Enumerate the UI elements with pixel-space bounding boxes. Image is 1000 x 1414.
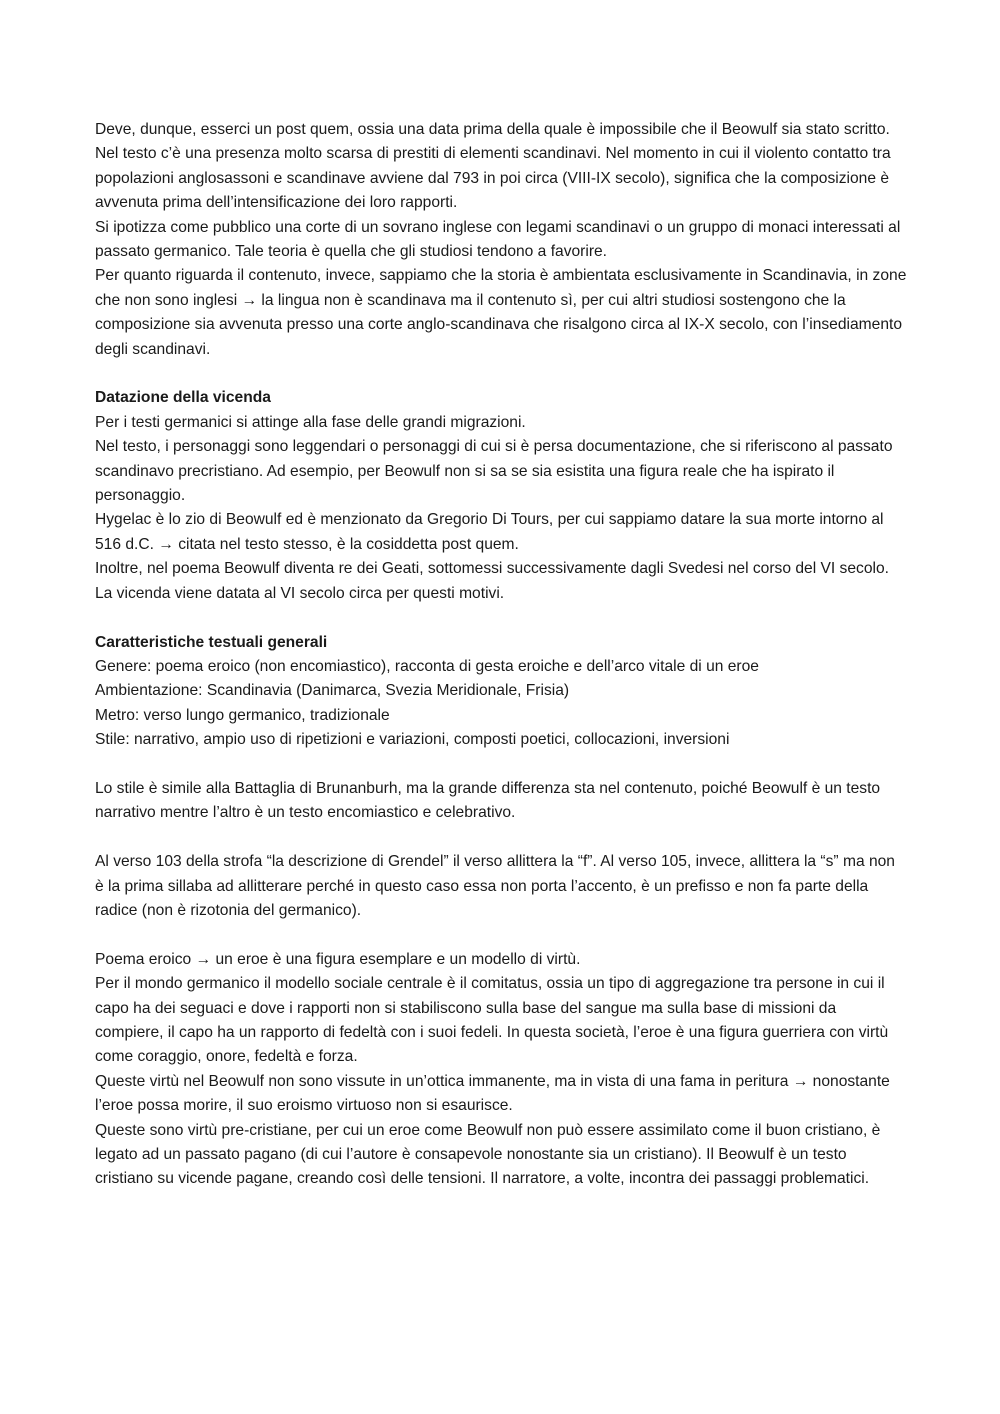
paragraph-comitatus: Per il mondo germanico il modello sociale centrale è il comitatus, ossia un tipo di aggregazione tra persone in cui il capo ha dei seguaci e dove i rapporti non si stabiliscono sulla base del sangue ma sulla base di missioni da compiere, il capo ha un rapporto di fedeltà con i suoi fedeli. In questa società, l’eroe è una figura guerriera con virtù come coraggio, onore, fedeltà e forza.: [95, 975, 889, 1066]
paragraph-virtues: Queste virtù nel Beowulf non sono vissute in un’ottica immanente, ma in vista di una fama in peritura → nonostante l’eroe possa morire, il suo eroismo virtuoso non si esaurisce.: [95, 1072, 890, 1115]
section-caratteristiche-testuali: [95, 631, 907, 753]
paragraph-poema-eroico: Poema eroico → un eroe è una figura esemplare e un modello di virtù.: [95, 950, 581, 968]
heading-caratteristiche-testuali: Caratteristiche testuali generali: [95, 633, 328, 651]
paragraph-post-quem: Deve, dunque, esserci un post quem, ossia una data prima della quale è impossibile che il Beowulf sia stato scritto.: [95, 121, 890, 138]
blank-line: [95, 606, 907, 630]
paragraph-metro: Metro: verso lungo germanico, tradizionale: [95, 706, 390, 724]
section-dating-intro: [95, 118, 907, 362]
paragraph-alliteration: Al verso 103 della strofa “la descrizione di Grendel” il verso allittera la “f”. Al verso 105, invece, allittera la “s” ma non è la prima sillaba ad allitterare perché in questo caso essa non porta l’accento, è un prefisso e non fa parte della radice (non è rizotonia del germanico).: [95, 853, 895, 919]
paragraph-genere: Genere: poema eroico (non encomiastico), racconta di gesta eroiche e dell’arco vitale di un eroe: [95, 657, 759, 675]
blank-line: [95, 753, 907, 777]
paragraph-audience: Si ipotizza come pubblico una corte di un sovrano inglese con legami scandinavi o un gruppo di monaci interessati al passato germanico. Tale teoria è quella che gli studiosi tendono a favorire.: [95, 218, 901, 261]
paragraph-legendary-characters: Nel testo, i personaggi sono leggendari o personaggi di cui si è persa documentazione, che si riferiscono al passato scandinavo precristiano. Ad esempio, per Beowulf non si sa se sia esistita una figura reale che ha ispirato il personaggio.: [95, 438, 893, 505]
section-brunanburh: [95, 777, 907, 826]
blank-line: [95, 362, 907, 386]
blank-line: [95, 923, 907, 947]
heading-datazione-vicenda: Datazione della vicenda: [95, 389, 271, 407]
paragraph-sixth-century: La vicenda viene datata al VI secolo circa per questi motivi.: [95, 584, 505, 602]
blank-line: [95, 826, 907, 850]
paragraph-scandinavian-loans: Nel testo c’è una presenza molto scarsa di prestiti di elementi scandinavi. Nel momento in cui il violento contatto tra popolazioni anglosassoni e scandinave avviene dal 793 in poi circa (VIII-IX secolo), significa che la composizione è avvenuta prima dell’intensificazione dei loro rapporti.: [95, 145, 891, 212]
section-alliteration: [95, 850, 907, 923]
paragraph-migrations: Per i testi germanici si attinge alla fase delle grandi migrazioni.: [95, 413, 526, 431]
paragraph-stile: Stile: narrativo, ampio uso di ripetizioni e variazioni, composti poetici, collocazioni, inversioni: [95, 731, 730, 749]
paragraph-pre-christian: Queste sono virtù pre-cristiane, per cui un eroe come Beowulf non può essere assimilato come il buon cristiano, è legato ad un passato pagano (di cui l’autore è consapevole nonostante sia un cristiano). Il Beowulf è un testo cristiano su vicende pagane, creando così delle tensioni. Il narratore, a volte, incontra dei passaggi problematici.: [95, 1121, 881, 1188]
paragraph-content-setting: Per quanto riguarda il contenuto, invece, sappiamo che la storia è ambientata esclusivamente in Scandinavia, in zone che non sono inglesi → la lingua non è scandinava ma il contenuto sì, per cui altri studiosi sostengono che la composizione sia avvenuta presso una corte anglo-scandinava che risalgono circa al IX-X secolo, con l’insediamento degli scandinavi.: [95, 267, 907, 358]
section-poema-eroico: [95, 948, 907, 1192]
document-page: [95, 118, 907, 1192]
section-datazione-vicenda: [95, 386, 907, 606]
paragraph-ambientazione: Ambientazione: Scandinavia (Danimarca, Svezia Meridionale, Frisia): [95, 682, 570, 700]
paragraph-brunanburh: Lo stile è simile alla Battaglia di Brunanburh, ma la grande differenza sta nel contenuto, poiché Beowulf è un testo narrativo mentre l’altro è un testo encomiastico e celebrativo.: [95, 779, 881, 822]
paragraph-hygelac: Hygelac è lo zio di Beowulf ed è menzionato da Gregorio Di Tours, per cui sappiamo datare la sua morte intorno al 516 d.C. → citata nel testo stesso, è la cosiddetta post quem.: [95, 511, 884, 553]
paragraph-geati: Inoltre, nel poema Beowulf diventa re dei Geati, sottomessi successivamente dagli Svedesi nel corso del VI secolo.: [95, 560, 889, 578]
